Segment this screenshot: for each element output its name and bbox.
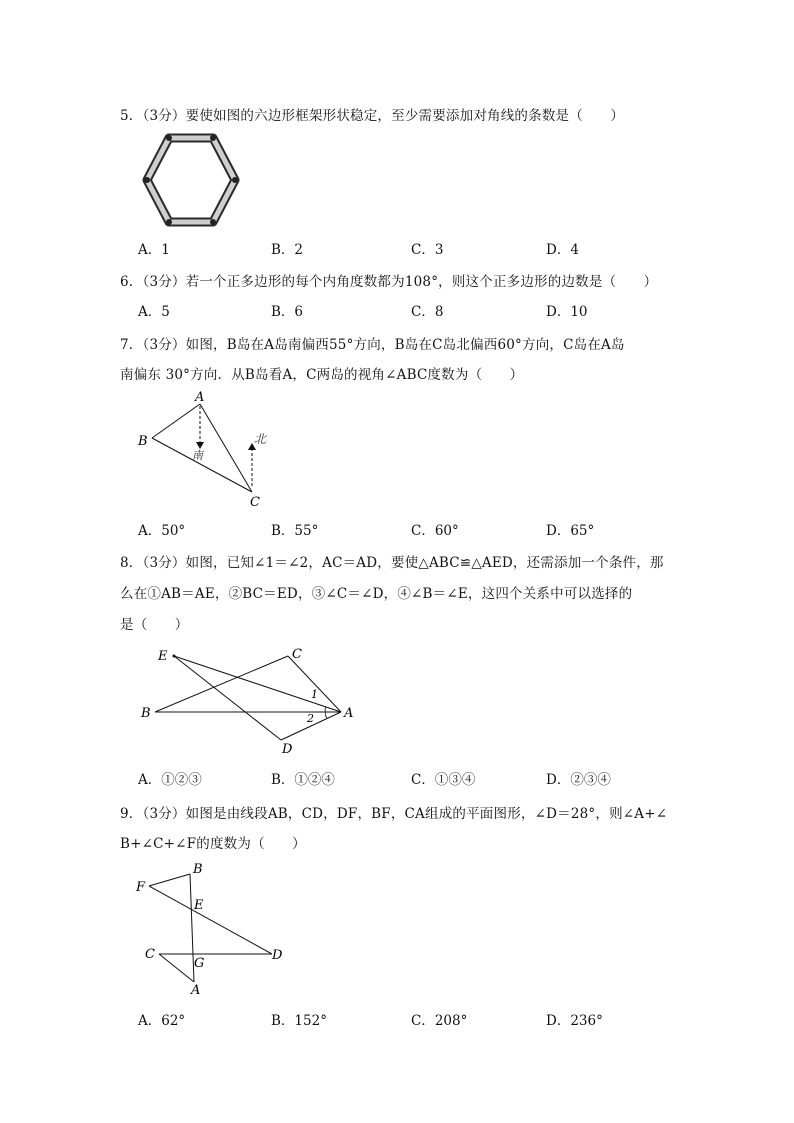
label-a: A [344, 706, 354, 721]
option-d[interactable]: D．10 [546, 304, 588, 320]
label-b: B [141, 706, 151, 721]
option-a[interactable]: A．62° [138, 1013, 186, 1029]
question-9-stem-line-2: B+∠C+∠F的度数为（ ） [120, 836, 306, 852]
question-5-stem: 5．（3分）要使如图的六边形框架形状稳定，至少需要添加对角线的条数是（ ） [120, 108, 625, 124]
option-a[interactable]: A．1 [138, 242, 170, 258]
label-a: A [191, 983, 201, 998]
option-c[interactable]: C．①③④ [411, 772, 476, 788]
label-e: E [158, 649, 168, 664]
option-d[interactable]: D．4 [546, 242, 579, 258]
label-c: C [292, 647, 302, 662]
question-6-stem: 6．（3分）若一个正多边形的每个内角度数都为108°，则这个正多边形的边数是（ ） [120, 274, 658, 290]
segments-figure [132, 858, 292, 998]
option-c[interactable]: C．208° [411, 1013, 468, 1029]
question-8-stem-line-2: 么在①AB＝AE，②BC＝ED，③∠C＝∠D，④∠B＝∠E，这四个关系中可以选择的 [120, 586, 633, 602]
congruent-triangles-figure [136, 642, 366, 760]
label-b: B [193, 862, 203, 877]
option-c[interactable]: C．60° [411, 523, 459, 539]
label-f: F [136, 880, 146, 895]
label-c: C [145, 947, 155, 962]
option-c[interactable]: C．8 [411, 304, 444, 320]
label-g: G [194, 956, 205, 971]
question-9-stem-line-1: 9．（3分）如图是由线段AB，CD，DF，BF，CA组成的平面图形，∠D＝28°，则∠A+∠ [120, 806, 668, 822]
label-d: D [282, 742, 293, 757]
option-b[interactable]: B．55° [271, 523, 319, 539]
question-8-options [138, 768, 698, 788]
question-7-options [138, 519, 698, 539]
question-8-stem-line-3: 是（ ） [120, 617, 189, 633]
option-a[interactable]: A．50° [138, 523, 186, 539]
label-b: B [138, 434, 148, 449]
label-angle-1: 1 [311, 688, 318, 701]
label-south: 南 [192, 449, 203, 462]
islands-triangle-figure [130, 388, 280, 513]
question-7-stem-line-2: 南偏东 30°方向．从B岛看A，C两岛的视角∠ABC度数为（ ） [120, 367, 524, 383]
option-a[interactable]: A．①②③ [138, 772, 202, 788]
label-a: A [195, 390, 205, 405]
option-b[interactable]: B．2 [271, 242, 304, 258]
label-angle-2: 2 [307, 712, 314, 725]
option-d[interactable]: D．②③④ [546, 772, 611, 788]
label-north: 北 [254, 432, 267, 446]
question-6-options [138, 300, 698, 320]
question-5-options [138, 238, 698, 258]
hexagon-frame-figure [136, 130, 246, 230]
label-d: D [272, 948, 283, 963]
option-d[interactable]: D．65° [546, 523, 595, 539]
label-c: C [250, 495, 260, 510]
question-8-stem-line-1: 8．（3分）如图，已知∠1＝∠2，AC＝AD，要使△ABC≌△AED，还需添加一个条件，那 [120, 555, 664, 571]
option-b[interactable]: B．①②④ [271, 772, 335, 788]
option-a[interactable]: A．5 [138, 304, 170, 320]
option-d[interactable]: D．236° [546, 1013, 603, 1029]
option-c[interactable]: C．3 [411, 242, 444, 258]
option-b[interactable]: B．152° [271, 1013, 327, 1029]
question-7-stem-line-1: 7．（3分）如图，B岛在A岛南偏西55°方向，B岛在C岛北偏西60°方向，C岛在A岛 [120, 337, 625, 353]
question-9-options [138, 1009, 698, 1029]
option-b[interactable]: B．6 [271, 304, 304, 320]
label-e: E [194, 898, 204, 913]
